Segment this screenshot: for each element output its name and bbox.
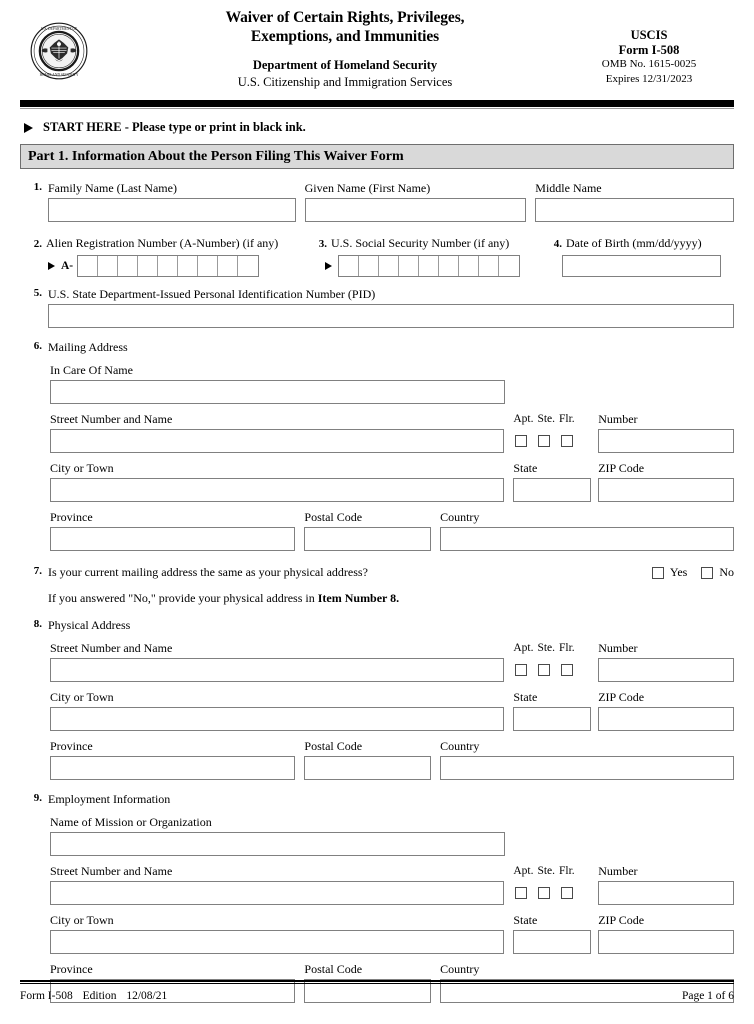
- mailing-apt-label: Apt.: [513, 413, 534, 425]
- mailing-state-label: State: [513, 461, 538, 475]
- given-name-label: Given Name (First Name): [304, 181, 431, 195]
- footer-divider-thin: [20, 983, 734, 984]
- item-5-number: 5.: [33, 287, 42, 299]
- agency-subname: U.S. Citizenship and Immigration Services: [237, 75, 453, 89]
- expiration-date: Expires 12/31/2023: [605, 72, 693, 85]
- physical-city-input[interactable]: [50, 707, 504, 731]
- items-2-3-4-row: [20, 234, 734, 277]
- physical-province-input[interactable]: [50, 756, 295, 780]
- mission-name-label: Name of Mission or Organization: [50, 815, 212, 829]
- start-here-text: START HERE - Please type or print in black ink.: [43, 120, 306, 134]
- a-number-label: Alien Registration Number (A-Number) (if any): [46, 236, 279, 250]
- pid-label: U.S. State Department-Issued Personal Identification Number (PID): [48, 287, 376, 301]
- item-8-number: 8.: [33, 618, 42, 630]
- header-divider-thick: [20, 100, 734, 107]
- mailing-same-question: Is your current mailing address the same as your physical address?: [48, 565, 368, 579]
- given-name-input[interactable]: [305, 198, 527, 222]
- item-2-number: 2.: [33, 238, 42, 250]
- mailing-country-input[interactable]: [440, 527, 734, 551]
- physical-zip-label: ZIP Code: [598, 690, 645, 704]
- physical-apt-checkbox[interactable]: [515, 664, 527, 676]
- item-7-instruction-bold: Item Number 8.: [317, 591, 400, 605]
- employment-flr-label: Flr.: [559, 865, 575, 877]
- employment-ste-checkbox[interactable]: [538, 887, 550, 899]
- mailing-flr-label: Flr.: [559, 413, 575, 425]
- physical-address-label: Physical Address: [48, 618, 131, 632]
- physical-country-input[interactable]: [440, 756, 734, 780]
- physical-country-label: Country: [440, 739, 480, 753]
- employment-flr-checkbox[interactable]: [561, 887, 573, 899]
- title-block: [110, 8, 580, 91]
- physical-street-label: Street Number and Name: [50, 641, 173, 655]
- employment-country-label: Country: [440, 962, 480, 976]
- employment-province-label: Province: [50, 962, 93, 976]
- mailing-state-input[interactable]: [513, 478, 591, 502]
- mailing-city-label: City or Town: [50, 461, 114, 475]
- mailing-ste-label: Ste.: [537, 413, 556, 425]
- physical-state-input[interactable]: [513, 707, 591, 731]
- physical-city-label: City or Town: [50, 690, 114, 704]
- pid-input[interactable]: [48, 304, 734, 328]
- footer-page-number: Page 1 of 6: [681, 990, 734, 1002]
- start-here-row: [20, 120, 734, 135]
- page-footer: [20, 980, 734, 1002]
- form-title-line2: Exemptions, and Immunities: [250, 28, 440, 45]
- mailing-flr-checkbox[interactable]: [561, 435, 573, 447]
- mailing-city-input[interactable]: [50, 478, 504, 502]
- physical-postal-input[interactable]: [304, 756, 431, 780]
- employment-state-label: State: [513, 913, 538, 927]
- employment-street-label: Street Number and Name: [50, 864, 173, 878]
- triangle-right-icon: [24, 123, 33, 133]
- employment-state-input[interactable]: [513, 930, 591, 954]
- middle-name-label: Middle Name: [535, 181, 602, 195]
- employment-postal-label: Postal Code: [304, 962, 363, 976]
- mailing-province-label: Province: [50, 510, 93, 524]
- item-3-number: 3.: [318, 238, 327, 250]
- item-6: [20, 340, 734, 551]
- ssn-input[interactable]: [338, 255, 520, 277]
- item-5: [20, 287, 734, 328]
- item-1-number: 1.: [33, 181, 42, 193]
- employment-zip-input[interactable]: [598, 930, 734, 954]
- mailing-apt-checkbox[interactable]: [515, 435, 527, 447]
- mailing-street-input[interactable]: [50, 429, 504, 453]
- dhs-seal-icon: [30, 22, 88, 80]
- employment-zip-label: ZIP Code: [598, 913, 645, 927]
- form-meta-block: [574, 28, 724, 86]
- item-1: [20, 181, 734, 222]
- mailing-same-yes-checkbox[interactable]: [652, 567, 664, 579]
- omb-number: OMB No. 1615-0025: [601, 58, 697, 70]
- mailing-zip-input[interactable]: [598, 478, 734, 502]
- physical-flr-label: Flr.: [559, 642, 575, 654]
- form-header: [20, 0, 734, 98]
- mailing-street-label: Street Number and Name: [50, 412, 173, 426]
- item-8: [20, 618, 734, 780]
- employment-city-label: City or Town: [50, 913, 114, 927]
- mailing-same-no-label: No: [719, 565, 734, 579]
- a-number-prefix: A-: [61, 260, 74, 272]
- footer-edition-label: Edition: [82, 990, 117, 1002]
- footer-edition-date: 12/08/21: [126, 990, 168, 1002]
- employment-apt-checkbox[interactable]: [515, 887, 527, 899]
- employment-number-label: Number: [598, 864, 638, 878]
- physical-province-label: Province: [50, 739, 93, 753]
- employment-street-input[interactable]: [50, 881, 504, 905]
- mailing-ste-checkbox[interactable]: [538, 435, 550, 447]
- physical-state-label: State: [513, 690, 538, 704]
- mailing-number-label: Number: [598, 412, 638, 426]
- item-7-number: 7.: [33, 565, 42, 577]
- in-care-of-input[interactable]: [50, 380, 505, 404]
- physical-ste-checkbox[interactable]: [538, 664, 550, 676]
- item-7: [20, 565, 734, 606]
- svg-text:HOMELAND SECURITY: HOMELAND SECURITY: [39, 72, 79, 77]
- footer-form-info: [20, 990, 174, 1002]
- triangle-right-icon: [325, 262, 332, 270]
- family-name-input[interactable]: [48, 198, 296, 222]
- physical-street-input[interactable]: [50, 658, 504, 682]
- physical-zip-input[interactable]: [598, 707, 734, 731]
- mailing-same-no-checkbox[interactable]: [701, 567, 713, 579]
- mailing-zip-label: ZIP Code: [598, 461, 645, 475]
- physical-flr-checkbox[interactable]: [561, 664, 573, 676]
- mailing-postal-label: Postal Code: [304, 510, 363, 524]
- mailing-same-yes-label: Yes: [669, 565, 688, 579]
- in-care-of-label: In Care Of Name: [50, 363, 133, 377]
- footer-form-number: Form I-508: [20, 990, 73, 1002]
- part-1-heading-text: Part 1. Information About the Person Filing This Waiver Form: [28, 148, 404, 164]
- triangle-right-icon: [48, 262, 55, 270]
- family-name-label: Family Name (Last Name): [48, 181, 177, 195]
- mailing-number-input[interactable]: [598, 429, 734, 453]
- employment-apt-label: Apt.: [513, 865, 534, 877]
- physical-number-input[interactable]: [598, 658, 734, 682]
- uscis-label: USCIS: [630, 28, 668, 42]
- middle-name-input[interactable]: [535, 198, 734, 222]
- item-7-instruction: [48, 591, 734, 606]
- item-4-number: 4.: [553, 238, 562, 250]
- agency-name: Department of Homeland Security: [252, 58, 438, 72]
- svg-text:U.S. DEPARTMENT OF: U.S. DEPARTMENT OF: [40, 27, 78, 32]
- a-number-input[interactable]: [77, 255, 259, 277]
- date-of-birth-label: Date of Birth (mm/dd/yyyy): [566, 236, 702, 250]
- item-7-instruction-prefix: If you answered "No," provide your physical address in: [48, 591, 318, 605]
- mailing-address-label: Mailing Address: [48, 340, 128, 354]
- physical-apt-label: Apt.: [513, 642, 534, 654]
- mailing-postal-input[interactable]: [304, 527, 431, 551]
- form-number: Form I-508: [618, 42, 680, 57]
- date-of-birth-input[interactable]: [562, 255, 721, 277]
- physical-number-label: Number: [598, 641, 638, 655]
- employment-ste-label: Ste.: [537, 865, 556, 877]
- part-1-header: [20, 144, 734, 169]
- physical-postal-label: Postal Code: [304, 739, 363, 753]
- mailing-country-label: Country: [440, 510, 480, 524]
- header-divider-thin: [20, 108, 734, 109]
- footer-divider-thick: [20, 980, 734, 982]
- mailing-province-input[interactable]: [50, 527, 295, 551]
- employment-city-input[interactable]: [50, 930, 504, 954]
- form-title-line1: Waiver of Certain Rights, Privileges,: [225, 9, 465, 26]
- item-6-number: 6.: [33, 340, 42, 352]
- physical-ste-label: Ste.: [537, 642, 556, 654]
- employment-info-label: Employment Information: [48, 792, 171, 806]
- ssn-label: U.S. Social Security Number (if any): [331, 236, 510, 250]
- item-9: [20, 792, 734, 1003]
- mission-name-input[interactable]: [50, 832, 505, 856]
- employment-number-input[interactable]: [598, 881, 734, 905]
- item-9-number: 9.: [33, 792, 42, 804]
